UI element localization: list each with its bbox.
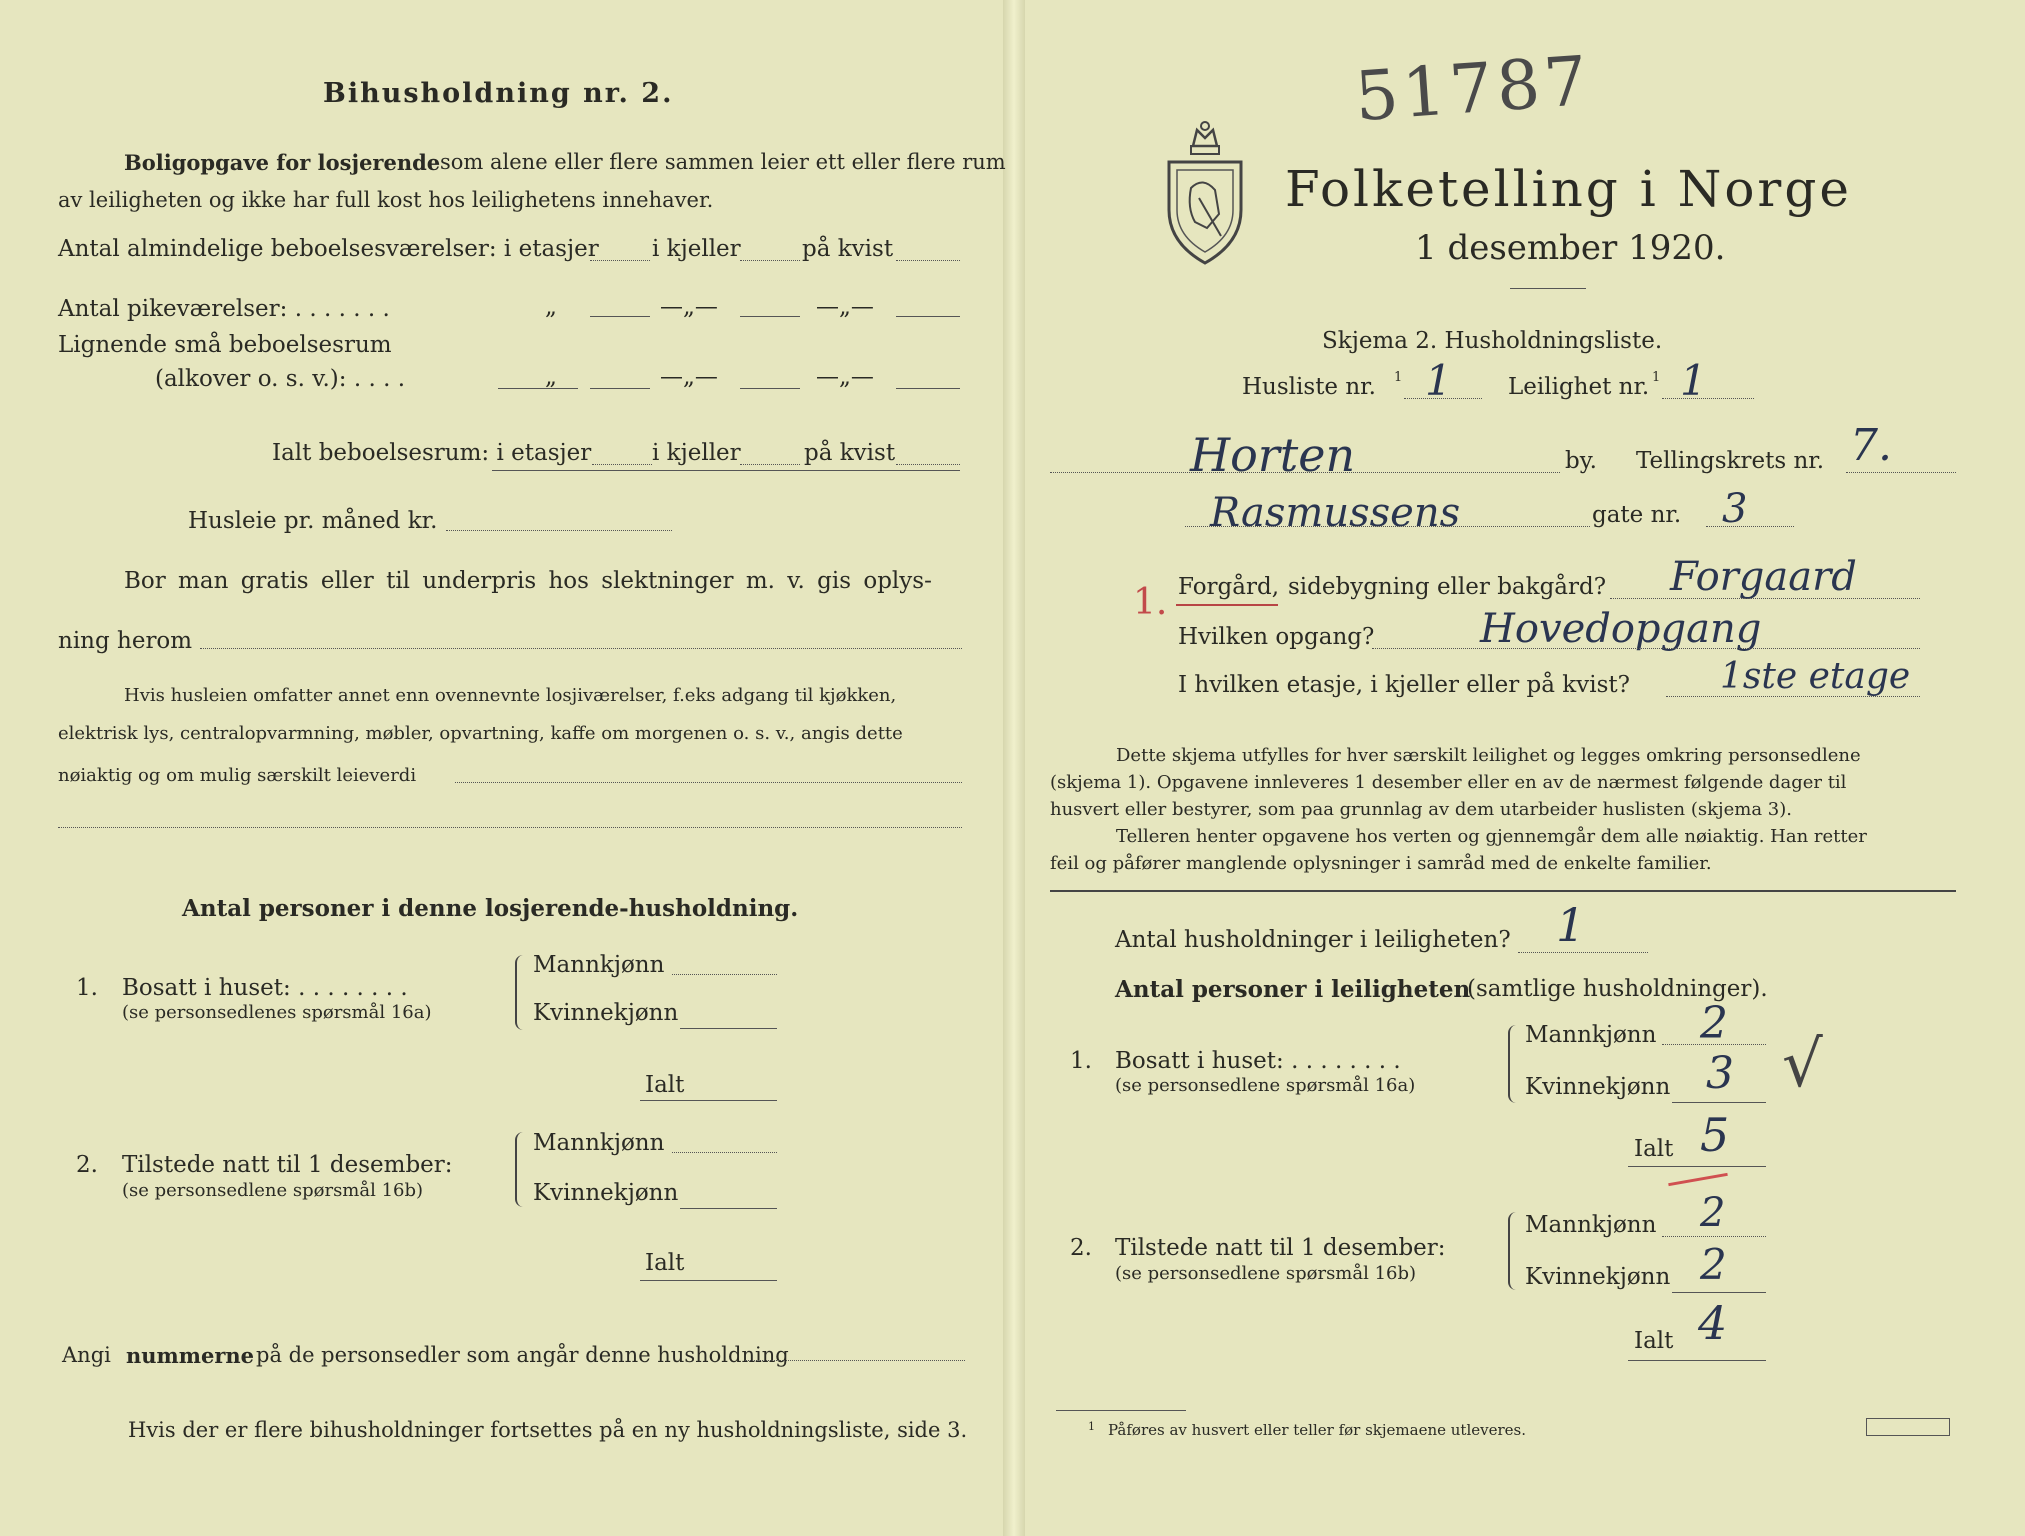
leilighet-value[interactable]: 1 [1680,356,1707,405]
leilighet-sup: 1 [1652,370,1661,385]
footnote-number: 1 [1088,1420,1095,1433]
leilighet-label: Leilighet nr. [1508,374,1650,400]
opgang-label: Hvilken opgang? [1178,624,1375,650]
hvis-line-3: nøiaktig og om mulig særskilt leieverdi [58,765,417,786]
left-title: Bihusholdning nr. 2. [323,78,674,109]
husleie-field[interactable] [446,530,672,531]
rooms-etasjer-field[interactable] [590,260,650,261]
right-q1-num: 1. [1070,1048,1092,1074]
instr-rule [1050,890,1956,892]
lign-field-3[interactable] [896,388,960,389]
right-q2-mann-field[interactable] [1662,1236,1766,1237]
right-date: 1 desember 1920. [1415,228,1726,268]
left-q2-brace [515,1132,525,1207]
hvis-line-1: Hvis husleien omfatter annet enn ovennevnte losjiværelser, f.eks adgang til kjøkken, [124,685,897,706]
right-q2-brace [1508,1212,1518,1290]
red-check-mark [1668,1173,1728,1186]
right-q1-ialt-value[interactable]: 5 [1700,1108,1730,1162]
rooms-kvist-field[interactable] [896,260,960,261]
pike-ditto-3: —„— [816,294,874,320]
forgaard-rest: sidebygning eller bakgård? [1288,574,1607,600]
left-q1-label: Bosatt i huset: . . . . . . . . [122,975,408,1001]
instr-line-2: (skjema 1). Opgavene innleveres 1 desember eller en av de nærmest følgende dager til [1050,772,1847,793]
footnote-rule [1056,1410,1186,1411]
right-q2-num: 2. [1070,1235,1092,1261]
left-q2-note: (se personsedlene spørsmål 16b) [122,1180,424,1201]
gate-label: gate nr. [1592,502,1682,528]
hush-value[interactable]: 1 [1556,898,1586,952]
right-q1-kvinne-label: Kvinnekjønn [1525,1074,1671,1100]
right-q2-note: (se personsedlene spørsmål 16b) [1115,1263,1417,1284]
forgaard-value[interactable]: Forgaard [1670,554,1857,600]
forgaard-label: Forgård, [1178,574,1280,600]
left-q2-mann-field[interactable] [672,1152,777,1153]
husliste-label: Husliste nr. [1242,374,1376,400]
ialt-underline [492,470,960,471]
hvis-field-1[interactable] [455,782,962,783]
lign-field-0[interactable] [498,388,578,389]
right-q1-note: (se personsedlene spørsmål 16a) [1115,1075,1416,1096]
krets-field[interactable] [1846,472,1956,473]
left-q1-ialt-label: Ialt [645,1072,685,1098]
ialt-rooms-label: Ialt beboelsesrum: i etasjer [272,440,592,466]
right-check-mark: √ [1782,1028,1823,1102]
right-title: Folketelling i Norge [1285,160,1852,218]
right-q2-kvinne-field[interactable] [1672,1292,1766,1293]
left-q2-ialt-label: Ialt [645,1250,685,1276]
left-q1-kvinne-label: Kvinnekjønn [533,1000,679,1026]
hush-field[interactable] [1518,952,1648,953]
rooms-kjeller-label: i kjeller [652,236,741,262]
instr-line-4: Telleren henter opgavene hos verten og gjennemgår dem alle nøiaktig. Han retter [1116,826,1867,847]
rooms-kjeller-field[interactable] [740,260,800,261]
schema-label: Skjema 2. Husholdningsliste. [1322,328,1663,354]
ialt-kjeller-label: i kjeller [652,440,741,466]
instr-line-3: husvert eller bestyrer, som paa grunnlag av dem utarbeider huslisten (skjema 3). [1050,799,1792,820]
right-q2-mann-label: Mannkjønn [1525,1212,1657,1238]
city-value[interactable]: Horten [1190,428,1356,482]
ialt-kvist-label: på kvist [804,440,896,466]
husliste-value[interactable]: 1 [1425,356,1452,405]
hvis-line-2: elektrisk lys, centralopvarmning, møbler, opvartning, kaffe om morgenen o. s. v., angis dette [58,723,903,744]
footnote-text: Påføres av husvert eller teller før skjemaene utleveres. [1108,1421,1526,1439]
angi-pre: Angi [62,1343,111,1367]
opgang-value[interactable]: Hovedopgang [1480,606,1762,652]
lign-field-1[interactable] [590,388,650,389]
husleie-label: Husleie pr. måned kr. [188,508,438,534]
left-q1-kvinne-field[interactable] [680,1028,777,1029]
right-q1-kvinne-value[interactable]: 3 [1706,1048,1734,1099]
right-q2-ialt-label: Ialt [1634,1328,1674,1354]
lign-ditto-2: —„— [660,364,718,390]
intro-line2: av leiligheten og ikke har full kost hos leilighetens innehaver. [58,188,714,212]
left-q2-label: Tilstede natt til 1 desember: [122,1152,453,1178]
gratis-line-2: ning herom [58,628,193,654]
ialt-kvist-field[interactable] [896,464,960,465]
krets-label: Tellingskrets nr. [1636,448,1825,474]
by-label: by. [1565,448,1597,474]
lign-ditto-1: „ [545,364,557,390]
left-q2-kvinne-field[interactable] [680,1208,777,1209]
printer-stamp [1866,1418,1950,1436]
pike-field-3[interactable] [896,316,960,317]
right-q1-ialt-field[interactable] [1628,1166,1766,1167]
left-q1-ialt-field[interactable] [640,1100,777,1101]
hush-label: Antal husholdninger i leiligheten? [1115,927,1511,953]
left-q1-mann-label: Mannkjønn [533,952,665,978]
left-q1-note: (se personsedlenes spørsmål 16a) [122,1002,432,1023]
left-q1-brace [515,955,525,1030]
ialt-kjeller-field[interactable] [740,464,800,465]
left-q2-mann-label: Mannkjønn [533,1130,665,1156]
archive-number: 51787 [1352,41,1594,138]
gate-value[interactable]: 3 [1722,486,1748,532]
etasje-value[interactable]: 1ste etage [1720,656,1911,697]
pike-ditto-1: „ [545,294,557,320]
pike-field-2[interactable] [740,316,800,317]
etasje-field[interactable] [1666,696,1920,697]
angi-bold: nummerne [126,1343,255,1368]
ialt-etasjer-field[interactable] [592,464,652,465]
etasje-label: I hvilken etasje, i kjeller eller på kvist? [1178,672,1630,698]
right-q1-brace [1508,1025,1518,1103]
right-q2-ialt-field[interactable] [1628,1360,1766,1361]
right-q2-mann-value[interactable]: 2 [1700,1190,1726,1236]
hvis-field-2[interactable] [58,827,962,828]
right-q1-mann-label: Mannkjønn [1525,1022,1657,1048]
intro-bold: Boligopgave for losjerende [124,150,441,175]
street-value[interactable]: Rasmussens [1210,490,1461,536]
page-fold [1003,0,1025,1536]
rooms-kvist-label: på kvist [802,236,894,262]
gate-field[interactable] [1706,526,1794,527]
forgaard-underline [1176,604,1278,606]
left-q1-num: 1. [76,975,98,1001]
pike-label: Antal pikeværelser: . . . . . . . [58,296,390,322]
right-q1-mann-field[interactable] [1662,1044,1766,1045]
instr-line-5: feil og påfører manglende oplysninger i samråd med de enkelte familier. [1050,853,1712,874]
street-field[interactable] [1185,526,1590,527]
forgaard-field[interactable] [1610,598,1920,599]
husliste-sup: 1 [1394,370,1403,385]
rooms-label: Antal almindelige beboelsesværelser: i etasjer [58,236,599,262]
gratis-field[interactable] [200,648,962,649]
krets-value[interactable]: 7. [1850,420,1892,471]
right-q1-kvinne-field[interactable] [1672,1102,1766,1103]
coat-of-arms-icon [1163,118,1248,268]
right-q2-kvinne-value[interactable]: 2 [1700,1240,1727,1289]
left-persons-heading: Antal personer i denne losjerende-husholdning. [182,895,799,922]
lign-ditto-3: —„— [816,364,874,390]
left-q2-kvinne-label: Kvinnekjønn [533,1180,679,1206]
left-q2-ialt-field[interactable] [640,1280,777,1281]
gratis-line-1: Bor man gratis eller til underpris hos slektninger m. v. gis oplys- [124,568,932,594]
pike-field-1[interactable] [590,316,650,317]
right-q1-ialt-label: Ialt [1634,1136,1674,1162]
right-q2-ialt-value[interactable]: 4 [1698,1296,1728,1350]
pike-ditto-2: —„— [660,294,718,320]
lign-label-1: Lignende små beboelsesrum [58,332,392,358]
opgang-field[interactable] [1372,648,1920,649]
instr-line-1: Dette skjema utfylles for hver særskilt leilighet og legges omkring personsedlene [1116,745,1861,766]
leilighet-field[interactable] [1662,398,1754,399]
angi-field[interactable] [745,1360,965,1361]
right-persons-bold: Antal personer i leiligheten [1115,976,1471,1003]
title-rule [1510,288,1586,289]
intro-rest: som alene eller flere sammen leier ett eller flere rum [440,150,1006,174]
city-field[interactable] [1050,472,1560,473]
right-q1-label: Bosatt i huset: . . . . . . . . [1115,1048,1401,1074]
right-q1-mann-value[interactable]: 2 [1700,998,1728,1049]
right-persons-rest: (samtlige husholdninger). [1467,976,1768,1002]
margin-mark: 1. [1133,582,1168,623]
right-q2-label: Tilstede natt til 1 desember: [1115,1235,1446,1261]
lign-label-2: (alkover o. s. v.): . . . . [155,366,406,392]
right-q2-kvinne-label: Kvinnekjønn [1525,1264,1671,1290]
left-footer: Hvis der er flere bihusholdninger fortsettes på en ny husholdningsliste, side 3. [128,1418,968,1442]
angi-rest: på de personsedler som angår denne husholdning [256,1343,789,1367]
left-q1-mann-field[interactable] [672,974,777,975]
left-q2-num: 2. [76,1152,98,1178]
lign-field-2[interactable] [740,388,800,389]
